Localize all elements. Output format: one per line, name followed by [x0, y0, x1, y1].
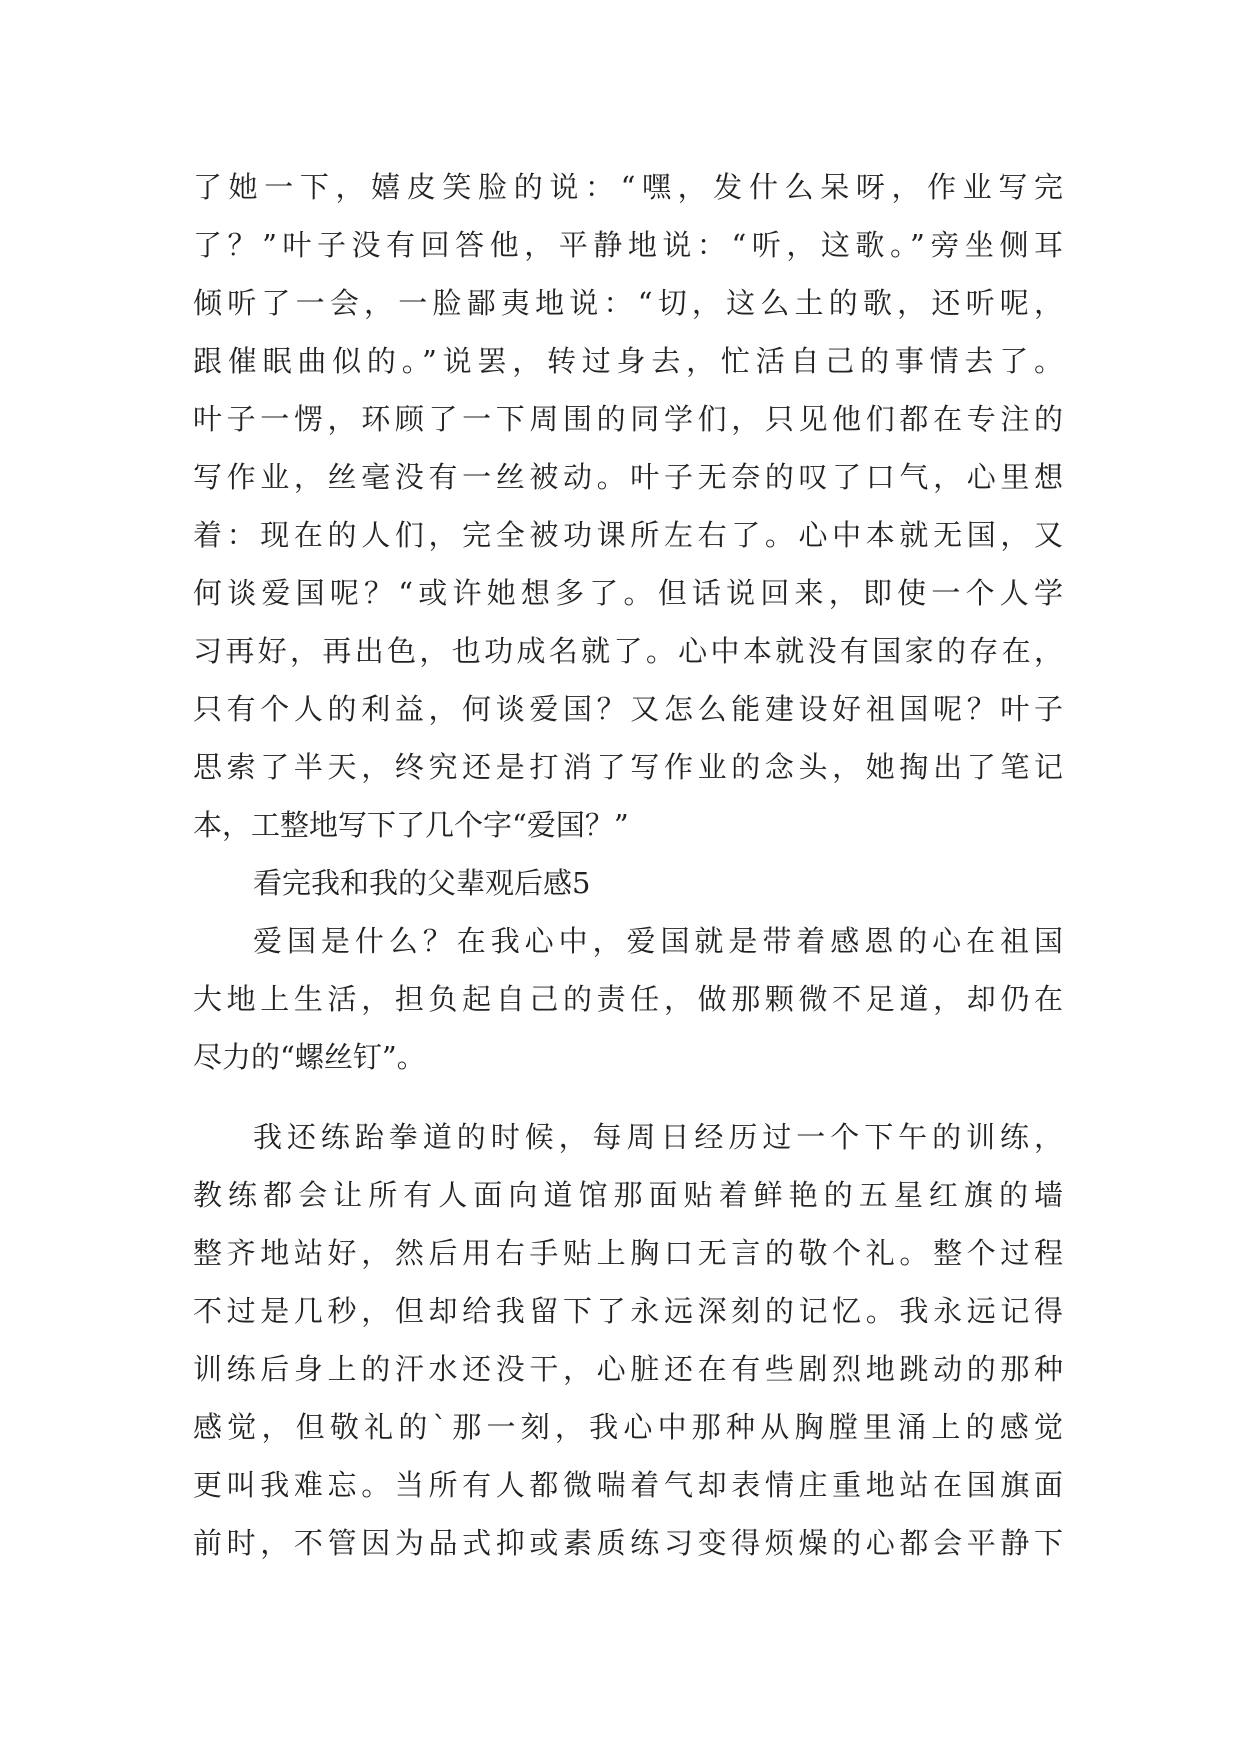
text-line: 尽力的“螺丝钉”。 [193, 1040, 426, 1074]
text-line: 了她一下，嬉皮笑脸的说：“嘿，发什么呆呀，作业写完 [193, 170, 1063, 204]
text-line: 叶子一愣，环顾了一下周围的同学们，只见他们都在专注的 [193, 402, 1063, 436]
document-body [193, 158, 1063, 1572]
text-line: 前时，不管因为品式抑或素质练习变得烦燥的心都会平静下 [193, 1526, 1063, 1560]
text-line: 不过是几秒，但却给我留下了永远深刻的记忆。我永远记得 [193, 1294, 1063, 1328]
text-line: 只有个人的利益，何谈爱国？又怎么能建设好祖国呢？叶子 [193, 692, 1063, 726]
text-line: 整齐地站好，然后用右手贴上胸口无言的敬个礼。整个过程 [193, 1236, 1063, 1270]
text-line: 倾听了一会，一脸鄙夷地说：“切，这么土的歌，还听呢， [193, 286, 1063, 320]
text-line: 我还练跆拳道的时候，每周日经历过一个下午的训练， [253, 1120, 1063, 1154]
text-line: 思索了半天，终究还是打消了写作业的念头，她掏出了笔记 [193, 750, 1063, 784]
paragraph-taekwondo [193, 1108, 1063, 1572]
text-line: 了？”叶子没有回答他，平静地说：“听，这歌。”旁坐侧耳 [193, 228, 1063, 262]
text-line: 训练后身上的汗水还没干，心脏还在有些剧烈地跳动的那种 [193, 1352, 1063, 1386]
text-line: 更叫我难忘。当所有人都微喘着气却表情庄重地站在国旗面 [193, 1468, 1063, 1502]
text-line: 大地上生活，担负起自己的责任，做那颗微不足道，却仍在 [193, 982, 1063, 1016]
text-line: 写作业，丝毫没有一丝被动。叶子无奈的叹了口气，心里想 [193, 460, 1063, 494]
text-line: 习再好，再出色，也功成名就了。心中本就没有国家的存在， [193, 634, 1063, 668]
text-line: 爱国是什么？在我心中，爱国就是带着感恩的心在祖国 [253, 924, 1063, 958]
text-line: 本，工整地写下了几个字“爱国？” [193, 808, 629, 842]
paragraph-gap [193, 1086, 1063, 1108]
text-line: 跟催眠曲似的。”说罢，转过身去，忙活自己的事情去了。 [193, 344, 1063, 378]
text-line: 教练都会让所有人面向道馆那面贴着鲜艳的五星红旗的墙 [193, 1178, 1063, 1212]
paragraph-what-is-patriotism [193, 912, 1063, 1086]
text-line: 着：现在的人们，完全被功课所左右了。心中本就无国，又 [193, 518, 1063, 552]
text-line: 何谈爱国呢？“或许她想多了。但话说回来，即使一个人学 [193, 576, 1063, 610]
section-heading: 看完我和我的父辈观后感5 [253, 866, 591, 900]
paragraph-continuation [193, 158, 1063, 854]
text-line: 感觉，但敬礼的`那一刻，我心中那种从胸膛里涌上的感觉 [193, 1410, 1063, 1444]
